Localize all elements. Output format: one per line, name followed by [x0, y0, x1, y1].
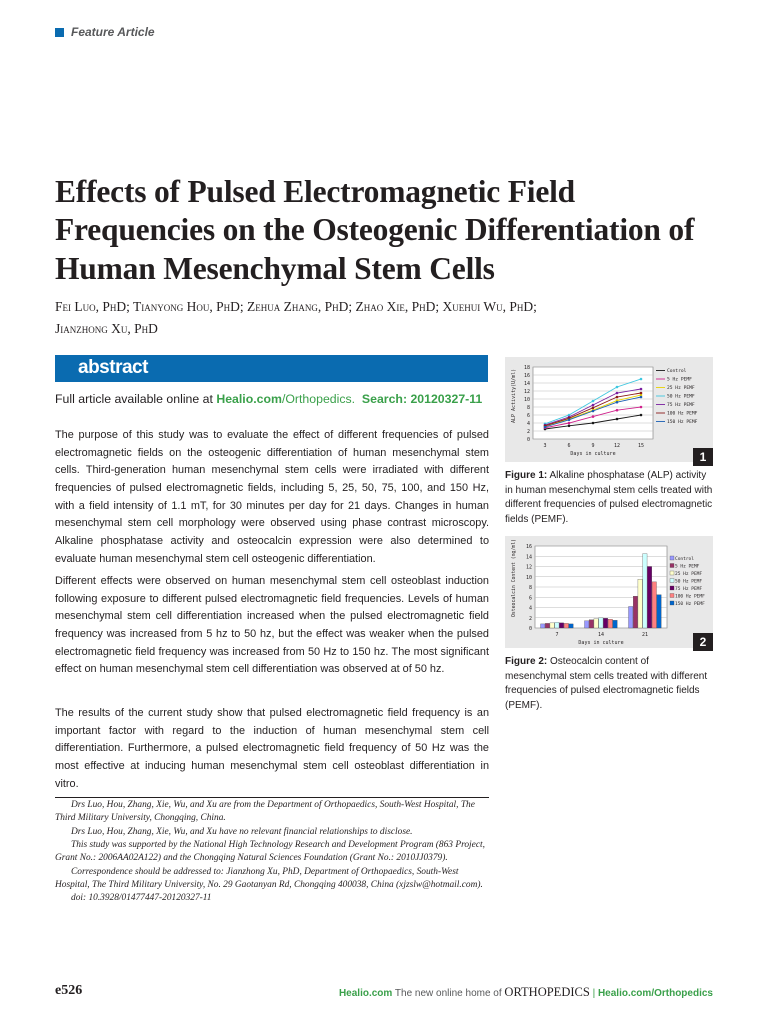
article-search-id[interactable]: Search: 20120327-11: [361, 392, 483, 406]
fig2-legend-swatch: [670, 564, 674, 568]
fig1-ytick-label: 4: [526, 421, 530, 427]
abstract-paragraph-2: Different effects were observed on human mesenchymal stem cell osteoblast induction following exposure to different pulsed electromagnetic field frequencies. Levels of human mesenchymal stem cell differentiation increased when the pulsed electromagnetic field frequency was increased from 5 hz to 50 hz, but the effect was weaker when the pulsed electromagnetic field frequency was increased from 50 Hz to 150 hz. The most significant effect on human mesenchymal stem cell differentiation was observed at of 50 hz.: [55, 575, 489, 676]
fig1-data-point: [616, 396, 619, 399]
fig1-ytick-label: 2: [526, 429, 530, 435]
page-number: e526: [55, 983, 83, 998]
fig1-data-point: [616, 418, 619, 421]
fig1-data-point: [616, 386, 619, 389]
fig2-bar: [603, 618, 607, 628]
footer-tagline-text: The new online home of: [392, 988, 505, 999]
fig1-data-point: [592, 400, 595, 403]
fig2-yaxis-label: Osteocalcin Content (ng/ml): [512, 539, 517, 617]
fig2-bar: [564, 623, 568, 628]
fig2-legend-swatch: [670, 571, 674, 575]
figure-2-chart: [505, 536, 713, 648]
fig2-ytick-label: 12: [525, 564, 532, 571]
fig1-ytick-label: 6: [526, 413, 530, 419]
abstract-heading: abstract: [78, 357, 148, 378]
fig2-bar: [589, 620, 593, 628]
fig1-xtick-label: 3: [543, 443, 547, 449]
fig1-ytick-label: 8: [526, 405, 530, 411]
full-article-online-line: [55, 392, 482, 406]
fig2-bar: [545, 623, 549, 628]
healio-link[interactable]: Healio.com: [216, 392, 282, 406]
fig1-data-point: [592, 407, 595, 410]
footer-tagline: [339, 985, 713, 1000]
abstract-paragraph-3: The results of the current study show that pulsed electromagnetic field frequency is an important factor with regard to the induction of human mesenchymal stem cell differentiation. Furthermore, a pulsed electromagnetic field frequency of 50 Hz was the most effective at inducing human mesenchymal stem cell osteoblast differentiation in vitro.: [55, 707, 489, 790]
orthopedics-path-link[interactable]: /Orthopedics.: [281, 392, 356, 406]
footer-orthopedics-path[interactable]: /Orthopedics: [651, 988, 713, 999]
figure-1-caption-text: Alkaline phosphatase (ALP) activity in human mesenchymal stem cells treated with different frequencies of pulsed electromagnetic fields (PEMF).: [505, 470, 713, 525]
fig1-data-point: [640, 388, 643, 391]
fig1-xtick-label: 9: [591, 443, 595, 449]
section-label: Feature Article: [71, 25, 155, 39]
fig2-bar: [559, 623, 563, 628]
footer-separator: |: [589, 988, 598, 999]
fig1-data-point: [592, 422, 595, 425]
fig2-xtick-label: 7: [555, 632, 559, 638]
fig2-bar: [657, 595, 661, 628]
figure-1-caption: [505, 469, 713, 527]
fig1-data-point: [568, 419, 571, 422]
footnote-correspondence: Correspondence should be addressed to: Jianzhong Xu, PhD, Department of Orthopaedics, South-West Hospital, The Third Military University, No. 29 Gaotanyan Rd, Chongqing 400038, China (xjzslw@hotmail.com).: [55, 866, 483, 891]
footnote-disclosure: Drs Luo, Hou, Zhang, Xie, Wu, and Xu have no relevant financial relationships to disclose.: [71, 826, 413, 837]
fig2-ytick-label: 2: [528, 615, 532, 622]
fig2-bar: [647, 567, 651, 629]
fig1-xtick-label: 6: [567, 443, 571, 449]
fig1-data-point: [568, 422, 571, 425]
online-prefix: Full article available online at: [55, 392, 217, 406]
fig2-bar: [585, 621, 589, 628]
fig2-bar: [599, 618, 603, 628]
footnote-doi: doi: 10.3928/01477447-20120327-11: [71, 893, 212, 904]
fig1-data-point: [616, 409, 619, 412]
footnotes: [55, 799, 489, 906]
fig1-data-point: [640, 414, 643, 417]
fig1-yaxis-label: ALP Activity(U/ml): [511, 368, 517, 423]
fig1-legend-label: 75 Hz PEMF: [667, 403, 695, 408]
fig2-legend-label: 100 Hz PEMF: [675, 594, 705, 600]
figure-2-caption-label: Figure 2:: [505, 656, 548, 667]
footnote-affiliation: Drs Luo, Hou, Zhang, Xie, Wu, and Xu are from the Department of Orthopaedics, South-West Hospital, The Third Military University, Chongqing, China.: [55, 800, 475, 824]
fig2-bar: [608, 619, 612, 628]
fig2-bar: [652, 582, 656, 628]
fig1-data-point: [640, 406, 643, 409]
fig1-legend-label: 50 Hz PEMF: [667, 394, 695, 400]
fig1-data-point: [544, 426, 547, 429]
fig2-bar: [613, 620, 617, 628]
fig1-data-point: [640, 392, 643, 395]
fig2-ytick-label: 8: [528, 585, 532, 591]
figure-2-panel: [505, 536, 713, 648]
figure-1-panel: [505, 357, 713, 462]
fig1-ytick-label: 18: [523, 365, 530, 371]
section-square-icon: [55, 28, 64, 37]
figure-2-number: 2: [693, 633, 713, 651]
fig1-legend-label: Control: [667, 369, 687, 374]
fig2-bar: [550, 623, 554, 628]
fig1-legend-label: 100 Hz PEMF: [667, 411, 698, 417]
fig2-ytick-label: 14: [525, 554, 532, 561]
fig2-bar: [638, 579, 642, 628]
fig2-legend-label: Control: [675, 557, 694, 562]
fig2-legend-swatch: [670, 556, 674, 560]
fig1-data-point: [592, 410, 595, 413]
figure-2-caption: [505, 655, 713, 713]
fig2-legend-label: 75 Hz PEMF: [675, 587, 703, 592]
fig1-legend-label: 150 Hz PEMF: [667, 420, 698, 425]
fig1-xtick-label: 12: [613, 443, 621, 449]
figure-1-chart: [505, 357, 713, 462]
fig2-ytick-label: 10: [525, 574, 532, 581]
fig1-legend-label: 5 Hz PEMF: [667, 377, 692, 383]
figure-1-number: 1: [693, 448, 713, 466]
fig2-bar: [541, 624, 545, 628]
footnote-divider: [55, 797, 489, 798]
fig2-xtick-label: 21: [641, 632, 649, 638]
fig1-ytick-label: 16: [523, 373, 530, 379]
fig1-xaxis-label: Days in culture: [570, 451, 616, 457]
figure-1-caption-label: Figure 1:: [505, 470, 548, 481]
fig1-ytick-label: 14: [523, 381, 530, 387]
fig2-legend-label: 25 Hz PEMF: [675, 572, 703, 577]
fig1-ytick-label: 0: [526, 437, 530, 443]
fig2-legend-label: 150 Hz PEMF: [675, 602, 705, 607]
fig2-bar: [555, 622, 559, 628]
fig2-legend-label: 5 Hz PEMF: [675, 564, 700, 570]
fig1-data-point: [616, 401, 619, 404]
authors-line-2: Jianzhong Xu, PhD: [55, 320, 158, 336]
authors-line-1: Fei Luo, PhD; Tianyong Hou, PhD; Zehua Zhang, PhD; Zhao Xie, PhD; Xuehui Wu, PhD;: [55, 299, 537, 314]
fig2-legend-swatch: [670, 594, 674, 598]
section-tag: [55, 25, 155, 39]
fig1-data-point: [616, 392, 619, 395]
fig1-data-point: [640, 396, 643, 399]
footnote-funding: This study was supported by the National High Technology Research and Development Program (863 Project, Grant No.: 2006AA02A122) and the Chongqing Natural Sciences Foundation (Grant No.: 2010JJ0379).: [55, 840, 485, 864]
fig2-bar: [569, 624, 573, 628]
fig1-xtick-label: 15: [637, 443, 645, 449]
author-list: [55, 296, 715, 339]
abstract-header-bar: [55, 355, 488, 382]
fig1-ytick-label: 12: [523, 389, 530, 395]
fig2-bar: [629, 606, 633, 628]
footer-healio-link[interactable]: Healio.com: [338, 988, 393, 999]
fig1-data-point: [592, 415, 595, 418]
fig2-legend-swatch: [670, 579, 674, 583]
fig1-data-point: [592, 404, 595, 407]
fig1-data-point: [640, 378, 643, 381]
footer-journal-name: ORTHOPEDICS: [504, 985, 590, 999]
fig2-ytick-label: 6: [528, 595, 532, 602]
fig2-ytick-label: 4: [528, 605, 532, 612]
fig1-ytick-label: 10: [523, 397, 530, 403]
fig2-bar: [633, 596, 637, 628]
fig2-ytick-label: 16: [525, 544, 532, 550]
fig1-data-point: [568, 425, 571, 428]
fig2-legend-label: 50 Hz PEMF: [675, 579, 703, 585]
fig2-xaxis-label: Days in culture: [578, 640, 624, 646]
fig1-legend-label: 25 Hz PEMF: [667, 386, 695, 391]
footer-healio-link-2[interactable]: Healio.com: [597, 988, 652, 999]
fig2-bar: [643, 554, 647, 628]
fig2-legend-swatch: [670, 586, 674, 590]
article-title: Effects of Pulsed Electromagnetic Field Frequencies on the Osteogenic Differentiation of Human Mesenchymal Stem Cells: [55, 174, 695, 286]
abstract-paragraph-1: The purpose of this study was to evaluate the effect of different frequencies of pulsed electromagnetic fields on the osteogenic differentiation of human mesenchymal stem cells. Third-generation human mesenchymal stem cells were irradiated with different frequencies of pulsed electromagnetic fields, including 5, 25, 50, 75, 100, and 150 Hz, with a field intensity of 1.1 mT, for 30 minutes per day for 21 days. Changes in human mesenchymal stem cell morphology were observed using phase contrast microscopy. Alkaline phosphatase activity and osteocalcin expression were also determined to evaluate human mesenchymal stem cell osteogenic differentiation.: [55, 429, 489, 565]
fig2-legend-swatch: [670, 601, 674, 605]
fig2-bar: [594, 619, 598, 628]
fig2-xtick-label: 14: [597, 632, 605, 638]
figure-2-caption-text: Osteocalcin content of mesenchymal stem cells treated with different frequencies of pulsed electromagnetic fields (PEMF).: [505, 656, 708, 711]
fig2-ytick-label: 0: [528, 626, 532, 632]
